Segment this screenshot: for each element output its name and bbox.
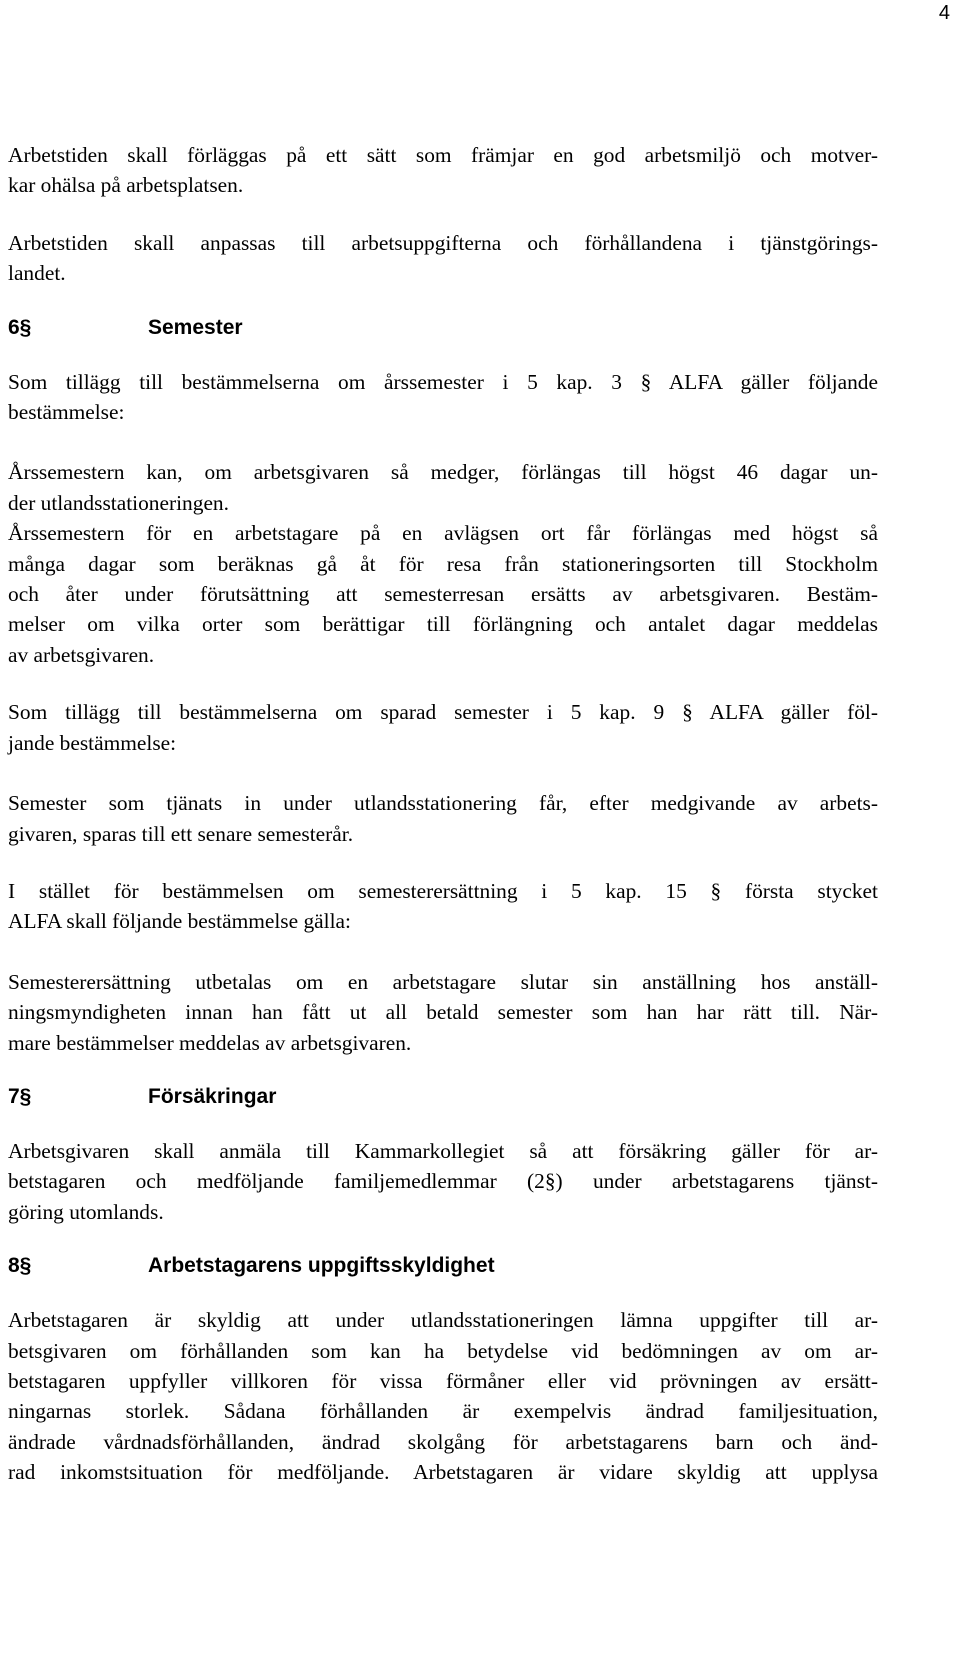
text-line: Arbetstiden skall förläggas på ett sätt som främjar en god arbetsmiljö och motver- — [8, 143, 878, 167]
text-line: der utlandsstationeringen. — [8, 490, 229, 515]
section-title: Arbetstagarens uppgiftsskyldighet — [148, 1254, 495, 1278]
section-heading-forsakringar — [8, 1082, 878, 1112]
text-line: ändrade vårdnadsförhållanden, ändrad skolgång för arbetstagarens barn och änd- — [8, 1429, 878, 1454]
section-title: Semester — [148, 315, 243, 339]
paragraph-semesterersattning — [8, 967, 878, 1058]
paragraph-semesterersattning-tillagg — [8, 876, 878, 937]
page-number: 4 — [938, 2, 950, 24]
text-line: betsgivaren om förhållanden som kan ha betydelse vid bedömningen av om ar- — [8, 1338, 878, 1363]
paragraph-arssemester-forlangning — [8, 457, 878, 670]
section-number: 7§ — [8, 1084, 32, 1108]
text-line: melser om vilka orter som berättigar till förlängning och antalet dagar meddelas — [8, 612, 878, 637]
section-number: 8§ — [8, 1254, 32, 1278]
section-title: Försäkringar — [148, 1084, 277, 1108]
text-line: Årssemestern för en arbetstagare på en avlägsen ort får förlängas med högst så — [8, 521, 878, 546]
paragraph-forsakringar — [8, 1136, 878, 1227]
text-line: göring utomlands. — [8, 1199, 164, 1224]
text-line: många dagar som beräknas gå åt för resa från stationeringsorten till Stockholm — [8, 551, 878, 576]
paragraph-sparad-semester — [8, 788, 878, 849]
text-line: givaren, sparas till ett senare semesterår. — [8, 821, 354, 846]
text-line: betstagaren uppfyller villkoren för vissa förmåner eller vid prövningen av ersätt- — [8, 1368, 878, 1393]
text-line: Arbetsgivaren skall anmäla till Kammarkollegiet så att försäkring gäller för ar- — [8, 1138, 878, 1163]
text-line: rad inkomstsituation för medföljande. Arbetstagaren är vidare skyldig att upplysa — [8, 1460, 878, 1485]
section-heading-semester — [8, 313, 878, 343]
paragraph-arssemester-tillagg — [8, 367, 878, 428]
text-line: kar ohälsa på arbetsplatsen. — [8, 173, 244, 198]
text-line: betstagaren och medföljande familjemedlemmar (2§) under arbetstagarens tjänst- — [8, 1169, 878, 1194]
text-line: mare bestämmelser meddelas av arbetsgivaren. — [8, 1030, 412, 1055]
text-line: I stället för bestämmelsen om semesterersättning i 5 kap. 15 § första stycket — [8, 878, 878, 903]
text-line: landet. — [8, 261, 66, 286]
section-number: 6§ — [8, 315, 32, 339]
text-line: Arbetstagaren är skyldig att under utlandsstationeringen lämna uppgifter till ar- — [8, 1308, 878, 1333]
paragraph-arbetstid-arbetsmiljo — [8, 140, 878, 201]
text-line: ningsmyndigheten innan han fått ut all betald semester som han har rätt till. När- — [8, 1000, 878, 1025]
text-line: Semesterersättning utbetalas om en arbetstagare slutar sin anställning hos anställ- — [8, 969, 878, 994]
text-line: och åter under förutsättning att semesterresan ersätts av arbetsgivaren. Bestäm- — [8, 582, 878, 607]
text-line: Som tillägg till bestämmelserna om årssemester i 5 kap. 3 § ALFA gäller följande — [8, 369, 878, 394]
section-heading-uppgiftsskyldighet — [8, 1251, 878, 1281]
paragraph-sparad-semester-tillagg — [8, 697, 878, 758]
paragraph-uppgiftsskyldighet — [8, 1305, 878, 1487]
paragraph-arbetstid-anpassas — [8, 228, 878, 289]
document-body — [8, 140, 878, 1488]
text-line: Arbetstiden skall anpassas till arbetsuppgifterna och förhållandena i tjänstgörings- — [8, 230, 878, 255]
text-line: av arbetsgivaren. — [8, 642, 155, 667]
text-line: jande bestämmelse: — [8, 730, 177, 755]
text-line: Semester som tjänats in under utlandsstationering får, efter medgivande av arbets- — [8, 791, 878, 816]
text-line: ALFA skall följande bestämmelse gälla: — [8, 909, 351, 934]
text-line: ningarnas storlek. Sådana förhållanden är exempelvis ändrad familjesituation, — [8, 1399, 878, 1424]
text-line: Som tillägg till bestämmelserna om sparad semester i 5 kap. 9 § ALFA gäller föl- — [8, 700, 878, 725]
text-line: Årssemestern kan, om arbetsgivaren så medger, förlängas till högst 46 dagar un- — [8, 460, 878, 485]
text-line: bestämmelse: — [8, 400, 125, 425]
